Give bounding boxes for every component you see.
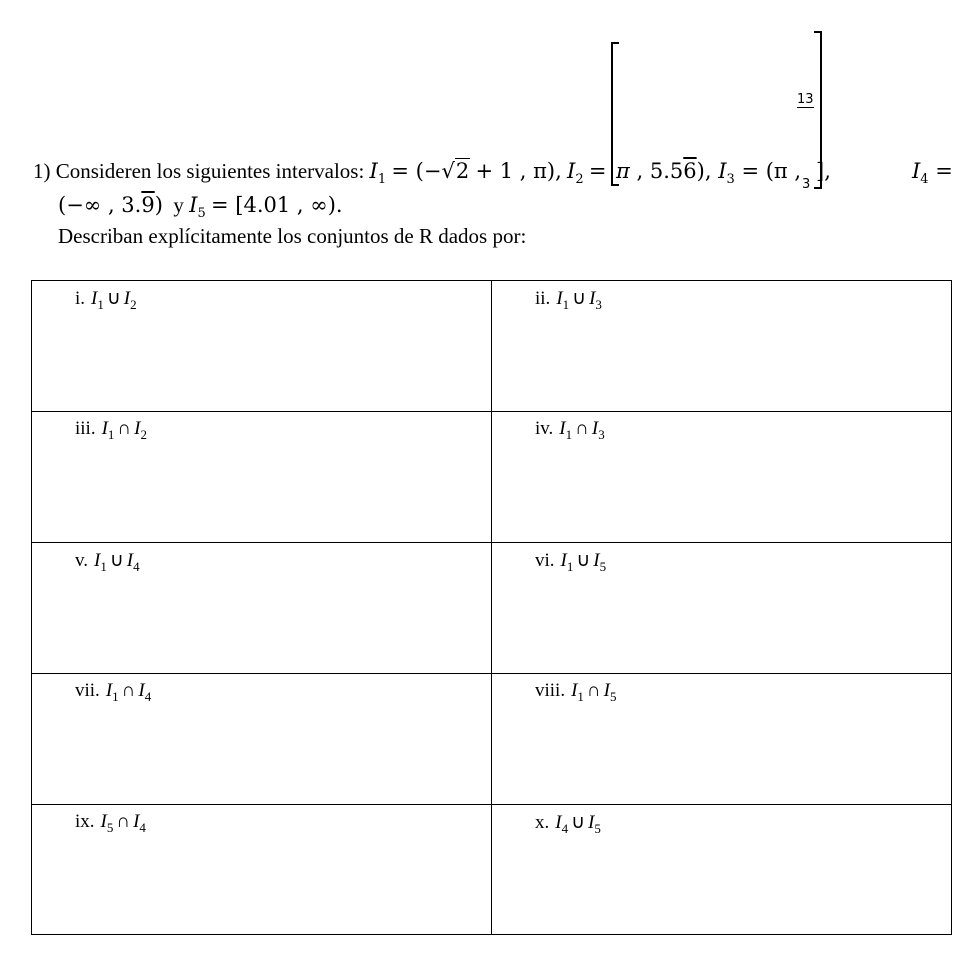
answer-cell[interactable]: [491, 673, 952, 804]
item-number: i.: [75, 288, 86, 309]
cell-label: [75, 549, 140, 575]
cell-label: [75, 811, 146, 836]
fraction-denominator: 3: [802, 177, 811, 192]
cell-label: [75, 418, 147, 443]
answer-cell[interactable]: [491, 542, 952, 673]
i2-close: ),: [696, 159, 712, 183]
item-number: x.: [535, 812, 550, 833]
cell-label: [535, 287, 602, 313]
item-number: vii.: [75, 680, 100, 701]
set-expression: $I_1$ ∩ $I_4$: [105, 680, 152, 704]
cell-label: [535, 811, 601, 837]
i4-close: ): [154, 193, 163, 217]
cell-label: [535, 549, 606, 575]
i1-symbol: I: [369, 159, 378, 183]
i4-label: [912, 159, 953, 187]
i3-symbol: I: [718, 159, 727, 183]
item-number: vi.: [535, 550, 555, 571]
i2-repeating-digit: 6: [683, 159, 697, 183]
i1-definition: = (−: [391, 159, 442, 183]
item-number: v.: [75, 550, 89, 571]
i4-repeating-digit: 9: [141, 193, 155, 217]
item-number: iii.: [75, 418, 96, 439]
i5-symbol: I: [189, 193, 198, 217]
set-expression: $I_1$ ∪ $I_5$: [560, 550, 607, 574]
answer-cell[interactable]: [31, 280, 491, 411]
item-number: viii.: [535, 680, 566, 701]
answer-cell[interactable]: [31, 673, 491, 804]
answer-cell[interactable]: [31, 804, 491, 935]
i4-subscript: 4: [920, 172, 929, 187]
i4-symbol: I: [912, 159, 921, 183]
set-expression: $I_5$ ∩ $I_4$: [100, 811, 146, 835]
i2-interval: [616, 159, 801, 187]
i1-sqrt-value: 2: [455, 159, 470, 183]
answer-cell[interactable]: [31, 411, 491, 542]
cell-label: [75, 287, 137, 313]
problem-number: 1): [33, 159, 51, 183]
set-expression: $I_1$ ∪ $I_4$: [94, 550, 140, 574]
answer-cell[interactable]: [491, 280, 952, 411]
cell-label: [535, 680, 616, 705]
i1-definition-rest: + 1 , π),: [475, 159, 562, 183]
item-number: ix.: [75, 811, 95, 832]
i3-close: ],: [816, 159, 831, 183]
i5-subscript: 5: [197, 206, 206, 221]
item-number: ii.: [535, 288, 551, 309]
instructions: Describan explícitamente los conjuntos de R dados por:: [58, 224, 527, 248]
i4-equals: =: [935, 159, 953, 183]
set-expression: $I_1$ ∩ $I_2$: [101, 418, 147, 442]
set-expression: $I_1$ ∪ $I_3$: [556, 288, 602, 312]
answer-table: [31, 280, 952, 935]
problem-line-1: [33, 159, 606, 187]
i5-definition: = [4.01 , ∞).: [211, 193, 343, 217]
problem-line-2: [58, 193, 343, 221]
item-number: iv.: [535, 418, 554, 439]
i4-definition: (−∞ , 3.: [58, 193, 142, 217]
answer-cell[interactable]: [31, 542, 491, 673]
i2-rest: , 5.5: [636, 159, 684, 183]
cell-label: [75, 680, 151, 705]
fraction-numerator: 13: [797, 92, 814, 107]
cell-label: [535, 418, 605, 443]
i3-subscript: 3: [726, 172, 735, 187]
problem-intro: Consideren los siguientes intervalos:: [55, 159, 365, 183]
i1-subscript: 1: [377, 172, 387, 187]
i2-equals: =: [588, 159, 607, 183]
set-expression: $I_4$ ∪ $I_5$: [555, 812, 601, 836]
i2-subscript: 2: [575, 172, 584, 187]
answer-cell[interactable]: [491, 411, 952, 542]
i2-symbol: I: [567, 159, 576, 183]
answer-cell[interactable]: [491, 804, 952, 935]
set-expression: $I_1$ ∩ $I_3$: [559, 418, 605, 442]
i3-definition: = (π ,: [741, 159, 802, 183]
i2-pi: π: [616, 159, 630, 183]
set-expression: $I_1$ ∪ $I_2$: [91, 288, 137, 312]
sqrt-sign: √: [441, 159, 455, 183]
set-expression: $I_1$ ∩ $I_5$: [571, 680, 617, 704]
conjunction-y: y: [173, 193, 184, 217]
